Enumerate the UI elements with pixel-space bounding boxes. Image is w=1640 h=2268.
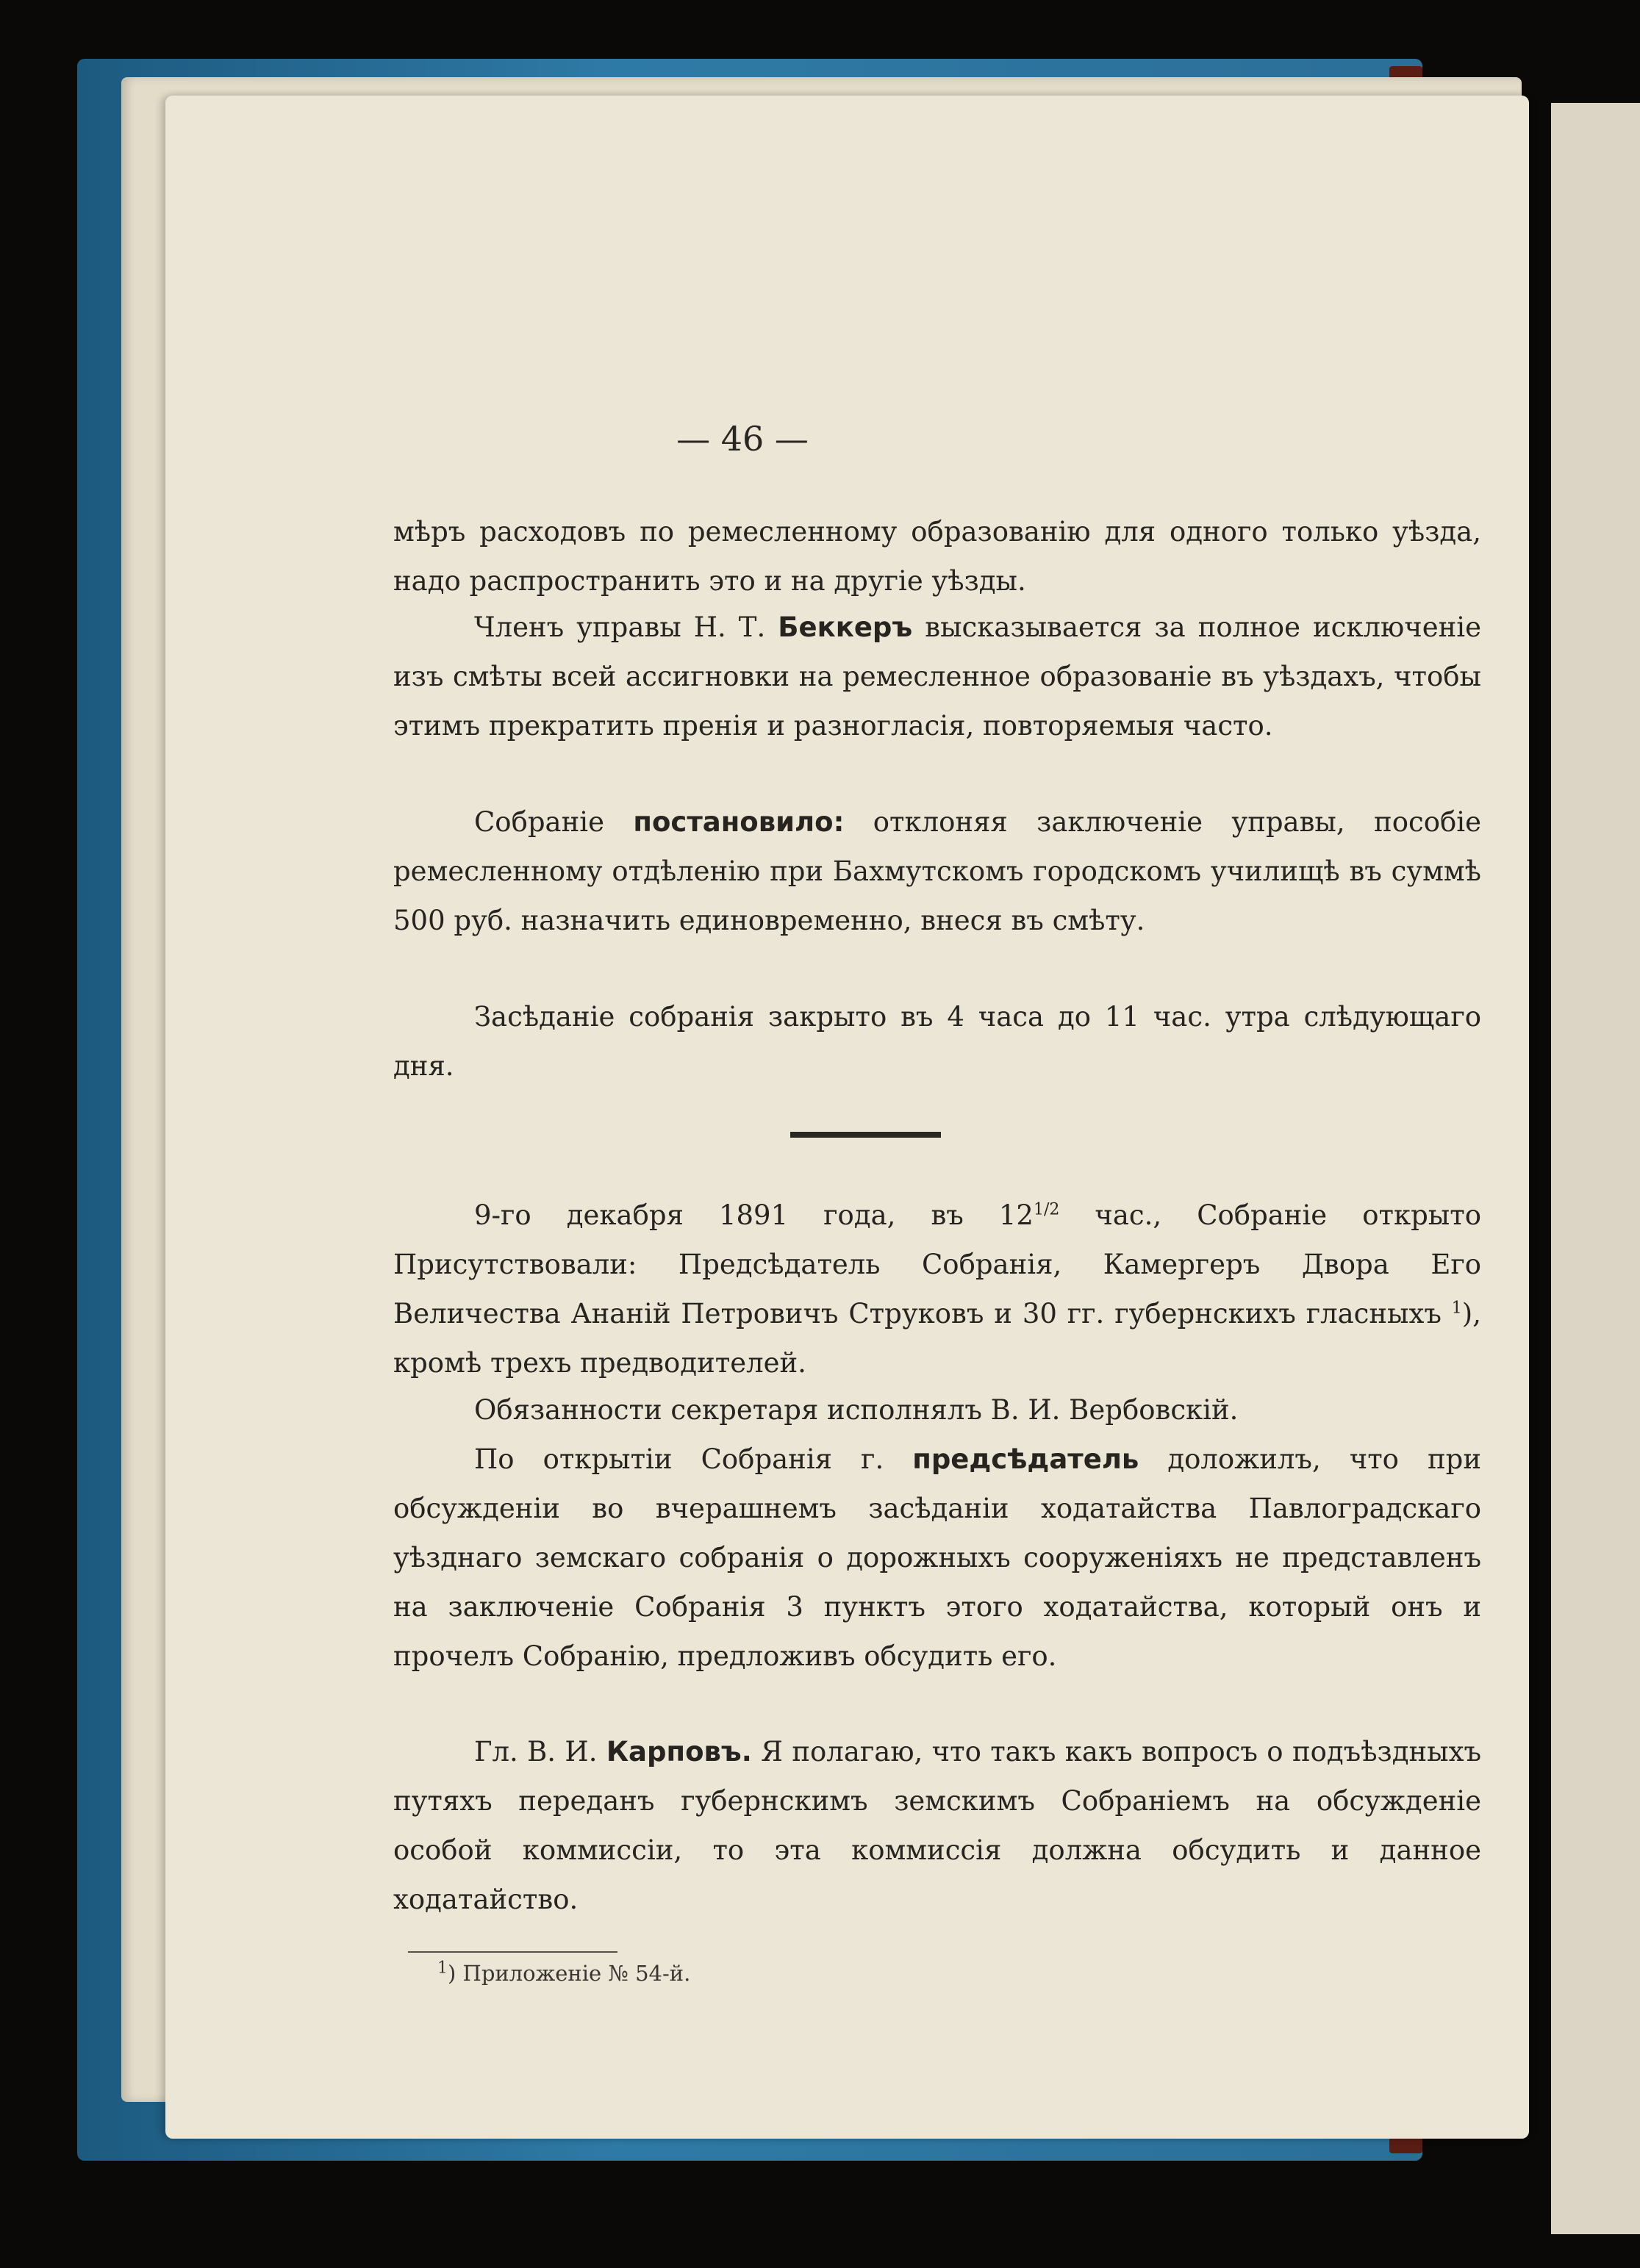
paragraph-2-name: Беккеръ [778, 611, 913, 643]
paragraph-5-fraction: 1/2 [1033, 1200, 1060, 1219]
footnote-marker: 1 [1451, 1299, 1462, 1318]
paragraph-8 [393, 1727, 1481, 1924]
paragraph-7 [393, 1435, 1481, 1681]
footnote-number: 1 [437, 1959, 448, 1978]
paragraph-1: мѣръ расходовъ по ремесленному образованію для одного только уѣзда, надо распространить это и на другіе уѣзды. [393, 516, 1481, 597]
paragraph-8-text-a: Гл. В. И. [474, 1736, 606, 1768]
paragraph-5-text-c: ), кромѣ трехъ предводителей. [393, 1298, 1481, 1379]
paragraph-5 [393, 1191, 1481, 1388]
paragraph-2-text-a: Членъ управы Н. Т. [474, 611, 778, 643]
paragraph-8-name: Карповъ. [606, 1736, 752, 1768]
paragraph-2-text-c: высказывается за полное исключеніе изъ смѣты всей ассигновки на ремесленное образованіе въ уѣздахъ, чтобы этимъ прекратить пренія и разногласія, повторяемыя часто. [393, 611, 1481, 742]
paragraph-3 [393, 797, 1481, 945]
footnote-text: ) Приложеніе № 54-й. [448, 1961, 691, 1986]
paragraph-3-keyword: постановило: [633, 806, 845, 838]
paragraph-5-text-a: 9-го декабря 1891 года, въ 12 [474, 1199, 1034, 1231]
facing-page-edge [1551, 103, 1640, 2234]
footnote [437, 1951, 690, 1995]
paragraph-5-text-b: час., Собраніе открыто Присутствовали: Предсѣдатель Собранія, Камергеръ Двора Его Величества Ананій Петровичъ Струковъ и 30 гг. губернскихъ гласныхъ [393, 1199, 1481, 1329]
paragraph-3-text-c: отклоняя заключеніе управы, пособіе ремесленному отдѣленію при Бахмутскомъ городскомъ училищѣ въ суммѣ 500 руб. назначить единовременно, внеся въ смѣту. [393, 806, 1481, 936]
paragraph-6: Обязанности секретаря исполнялъ В. И. Вербовскій. [474, 1394, 1239, 1426]
paragraph-7-text-c: доложилъ, что при обсужденіи во вчерашнемъ засѣданіи ходатайства Павлоградскаго уѣзднаго земскаго собранія о дорожныхъ сооруженіяхъ не представленъ на заключеніе Собранія 3 пунктъ этого ходатайства, который онъ и прочелъ Собранію, предложивъ обсудить его. [393, 1443, 1481, 1672]
paragraph-3-text-a: Собраніе [474, 806, 634, 838]
paragraph-2 [393, 603, 1481, 750]
book-page [165, 96, 1529, 2139]
page-number: — 46 — [676, 419, 809, 459]
paragraph-4: Засѣданіе собранія закрыто въ 4 часа до 11 час. утра слѣдующаго дня. [393, 1001, 1481, 1082]
section-divider [790, 1132, 941, 1138]
paragraph-8-text-c: Я полагаю, что такъ какъ вопросъ о подъѣздныхъ путяхъ переданъ губернскимъ земскимъ Собраніемъ на обсужденіе особой коммиссіи, то эта коммиссія должна обсудить и данное ходатайство. [393, 1736, 1481, 1915]
paragraph-7-keyword: предсѣдатель [912, 1443, 1139, 1475]
paragraph-7-text-a: По открытіи Собранія г. [474, 1443, 913, 1475]
